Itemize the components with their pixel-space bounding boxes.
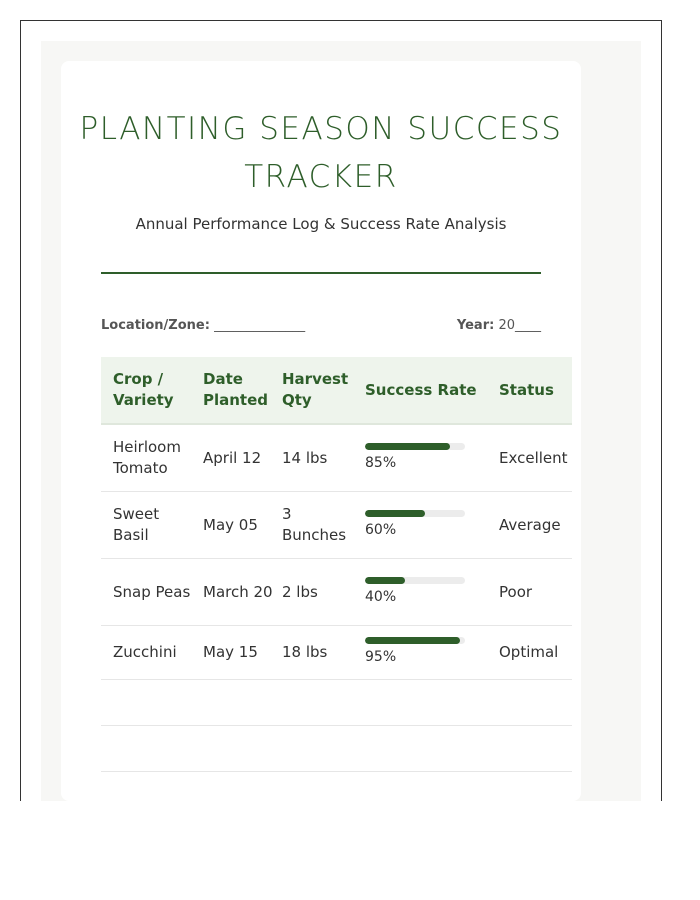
table-row: [101, 626, 572, 680]
success-bar-fill: [365, 637, 460, 644]
status-cell: Poor: [499, 582, 533, 601]
title-divider: [101, 272, 541, 274]
header-rate: Success Rate: [365, 380, 477, 399]
success-bar: [365, 510, 465, 517]
qty-cell: 18 lbs: [282, 643, 328, 661]
success-bar: [365, 637, 465, 644]
year-blank: 20____: [498, 318, 541, 333]
table-header: [101, 357, 572, 425]
table-row: [101, 425, 572, 492]
header-status: Status: [499, 380, 554, 399]
status-cell: Average: [499, 515, 561, 534]
crop-cell: Snap Peas: [113, 582, 191, 601]
table-row: [101, 492, 572, 559]
success-bar: [365, 577, 465, 584]
rate-cell: [365, 492, 485, 558]
date-cell: May 15: [203, 643, 258, 661]
header-qty: Harvest Qty: [282, 370, 349, 409]
page-title: PLANTING SEASON SUCCESS TRACKER: [79, 111, 563, 195]
location-blank: ______________: [214, 318, 306, 333]
date-cell: April 12: [203, 448, 262, 467]
rate-text: 85%: [365, 454, 397, 471]
crop-cell: Sweet Basil: [113, 505, 160, 544]
table-row: [101, 559, 572, 626]
crop-cell: Heirloom Tomato: [113, 438, 181, 477]
tracker-card: [61, 61, 581, 801]
status-cell: Excellent: [499, 448, 568, 467]
rate-text: 60%: [365, 521, 397, 538]
success-bar-fill: [365, 443, 450, 450]
empty-table-row: [101, 726, 572, 772]
success-bar: [365, 443, 465, 450]
location-label: Location/Zone:: [101, 318, 210, 333]
location-field: [101, 318, 305, 333]
year-label: Year:: [456, 318, 495, 333]
year-field: [457, 318, 541, 333]
status-cell: Optimal: [499, 643, 559, 661]
header-crop: Crop / Variety: [113, 370, 174, 409]
qty-cell: 14 lbs: [282, 448, 328, 467]
qty-cell: 2 lbs: [282, 582, 318, 601]
rate-cell: [365, 559, 485, 625]
page-frame: [20, 20, 662, 801]
header-date: Date Planted: [203, 370, 269, 409]
qty-cell: 3 Bunches: [282, 505, 347, 544]
rate-text: 40%: [365, 588, 397, 605]
rate-cell: [365, 425, 485, 491]
date-cell: March 20: [203, 582, 273, 601]
crop-cell: Zucchini: [113, 643, 177, 661]
rate-cell: [365, 626, 485, 679]
date-cell: May 05: [203, 515, 258, 534]
success-table: [101, 357, 572, 772]
success-bar-fill: [365, 577, 405, 584]
success-bar-fill: [365, 510, 425, 517]
empty-table-row: [101, 680, 572, 726]
page-subtitle: Annual Performance Log & Success Rate Analysis: [135, 215, 507, 233]
rate-text: 95%: [365, 649, 397, 665]
